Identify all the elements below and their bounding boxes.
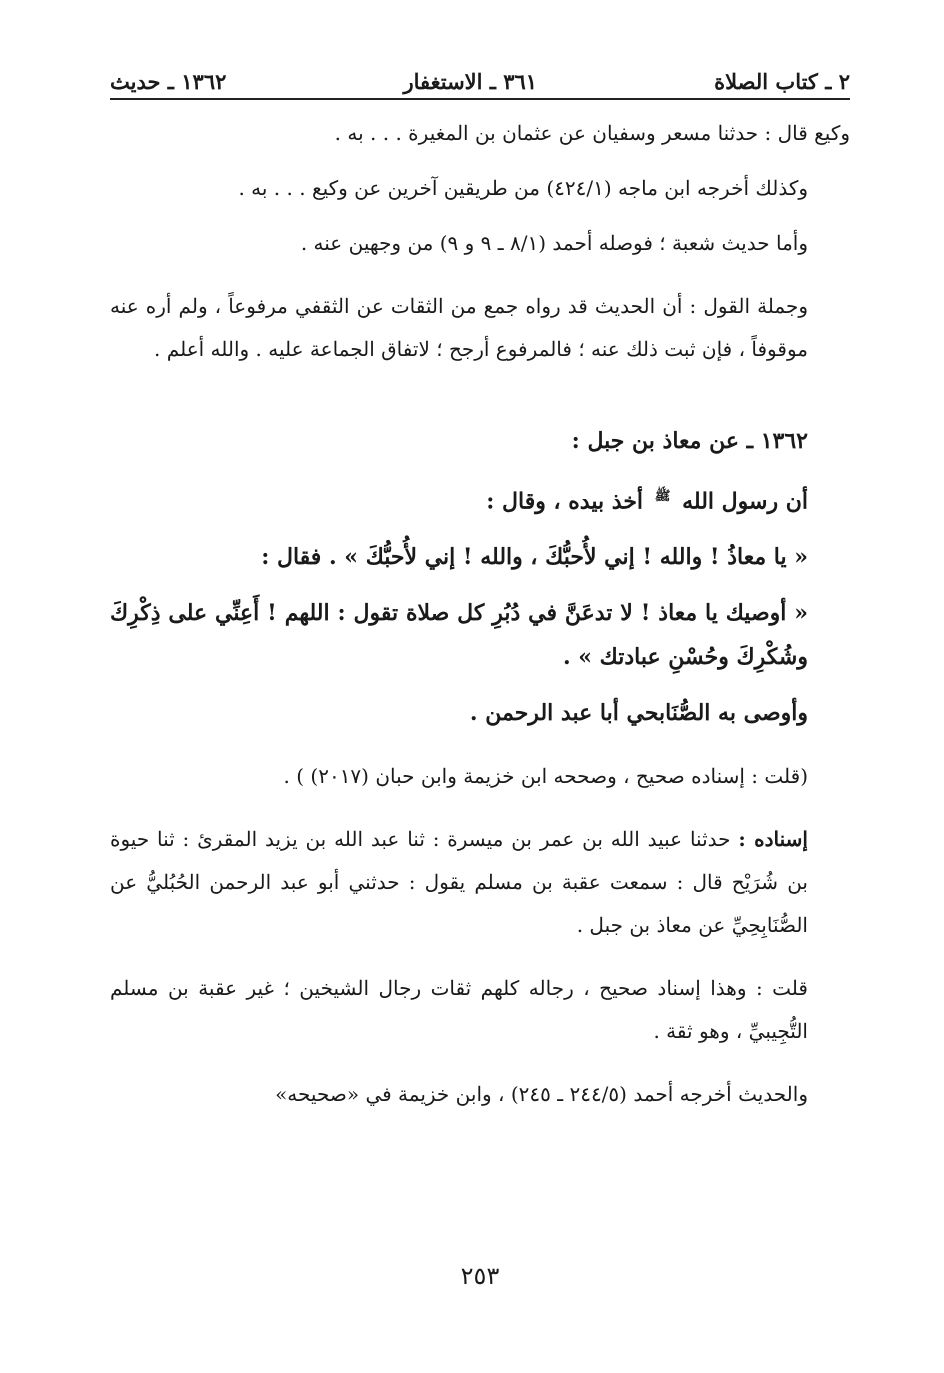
paragraph-conclusion: وجملة القول : أن الحديث قد رواه جمع من الثقات عن الثقفي مرفوعاً ، ولم أره عنه موقوفاً ، فإن ثبت ذلك عنه ؛ فالمرفوع أرجح ؛ لاتفاق الجماعة عليه . والله أعلم . (110, 294, 808, 361)
isnad-paragraph (110, 818, 850, 947)
hadith-line-1-start: أن رسول الله (682, 488, 808, 515)
isnad-label: إسناده : (738, 827, 808, 852)
paragraph-shuba: وأما حديث شعبة ؛ فوصله أحمد (٨/١ ـ ٩ و ٩) من وجهين عنه . (300, 231, 808, 255)
pbuh-symbol: ﷺ (654, 489, 671, 504)
hadith-line-1-end: أخذ بيده ، وقال : (486, 488, 644, 515)
hadith-line-3: « أوصيك يا معاذ ! لا تدعَنَّ في دُبُرِ كل صلاة تقول : اللهم ! أَعِنِّي على ذِكْرِكَ وشُكْرِكَ وحُسْنِ عبادتك » . (110, 600, 808, 671)
hadith-line-1 (110, 475, 850, 523)
header-book-title: ٢ ـ كتاب الصلاة (714, 69, 850, 94)
paragraph-waki: وكيع قال : حدثنا مسعر وسفيان عن عثمان بن المغيرة . . . به . (334, 121, 850, 145)
running-header (110, 50, 850, 100)
page-content (110, 112, 850, 1116)
header-chapter-title: ٣٦١ ـ الاستغفار (403, 69, 538, 94)
page-number: ٢٥٣ (460, 1262, 500, 1290)
paragraph-last: والحديث أخرجه أحمد (٢٤٤/٥ ـ ٢٤٥) ، وابن خزيمة في «صحيحه» (275, 1082, 808, 1107)
isnad-text: حدثنا عبيد الله بن عمر بن ميسرة : ثنا عبد الله بن يزيد المقرئ : ثنا حيوة بن شُرَيْح قال : سمعت عقبة بن مسلم يقول : حدثني أبو عبد الرحمن الحُبُليُّ عن الصُّنَابِحِيِّ عن معاذ بن جبل . (110, 827, 808, 938)
qult-authentication: (قلت : إسناده صحيح ، وصححه ابن خزيمة وابن حبان (٢٠١٧) ) . (283, 764, 808, 789)
book-page (110, 50, 850, 1350)
hadith-title: ١٣٦٢ ـ عن معاذ بن جبل : (571, 428, 808, 454)
hadith-line-4: وأوصى به الصُّنَابحي أبا عبد الرحمن . (469, 700, 808, 727)
paragraph-qult-2: قلت : وهذا إسناد صحيح ، رجاله كلهم ثقات رجال الشيخين ؛ غير عقبة بن مسلم التُّجِيبيِّ ، وهو ثقة . (110, 976, 808, 1044)
header-hadith-number: ١٣٦٢ ـ حديث (110, 69, 227, 94)
hadith-line-2: « يا معاذُ ! والله ! إني لأُحبُّكَ ، والله ! إني لأُحبُّكَ » . فقال : (261, 544, 808, 571)
paragraph-ibn-majah: وكذلك أخرجه ابن ماجه (٤٢٤/١) من طريقين آخرين عن وكيع . . . به . (238, 176, 808, 200)
